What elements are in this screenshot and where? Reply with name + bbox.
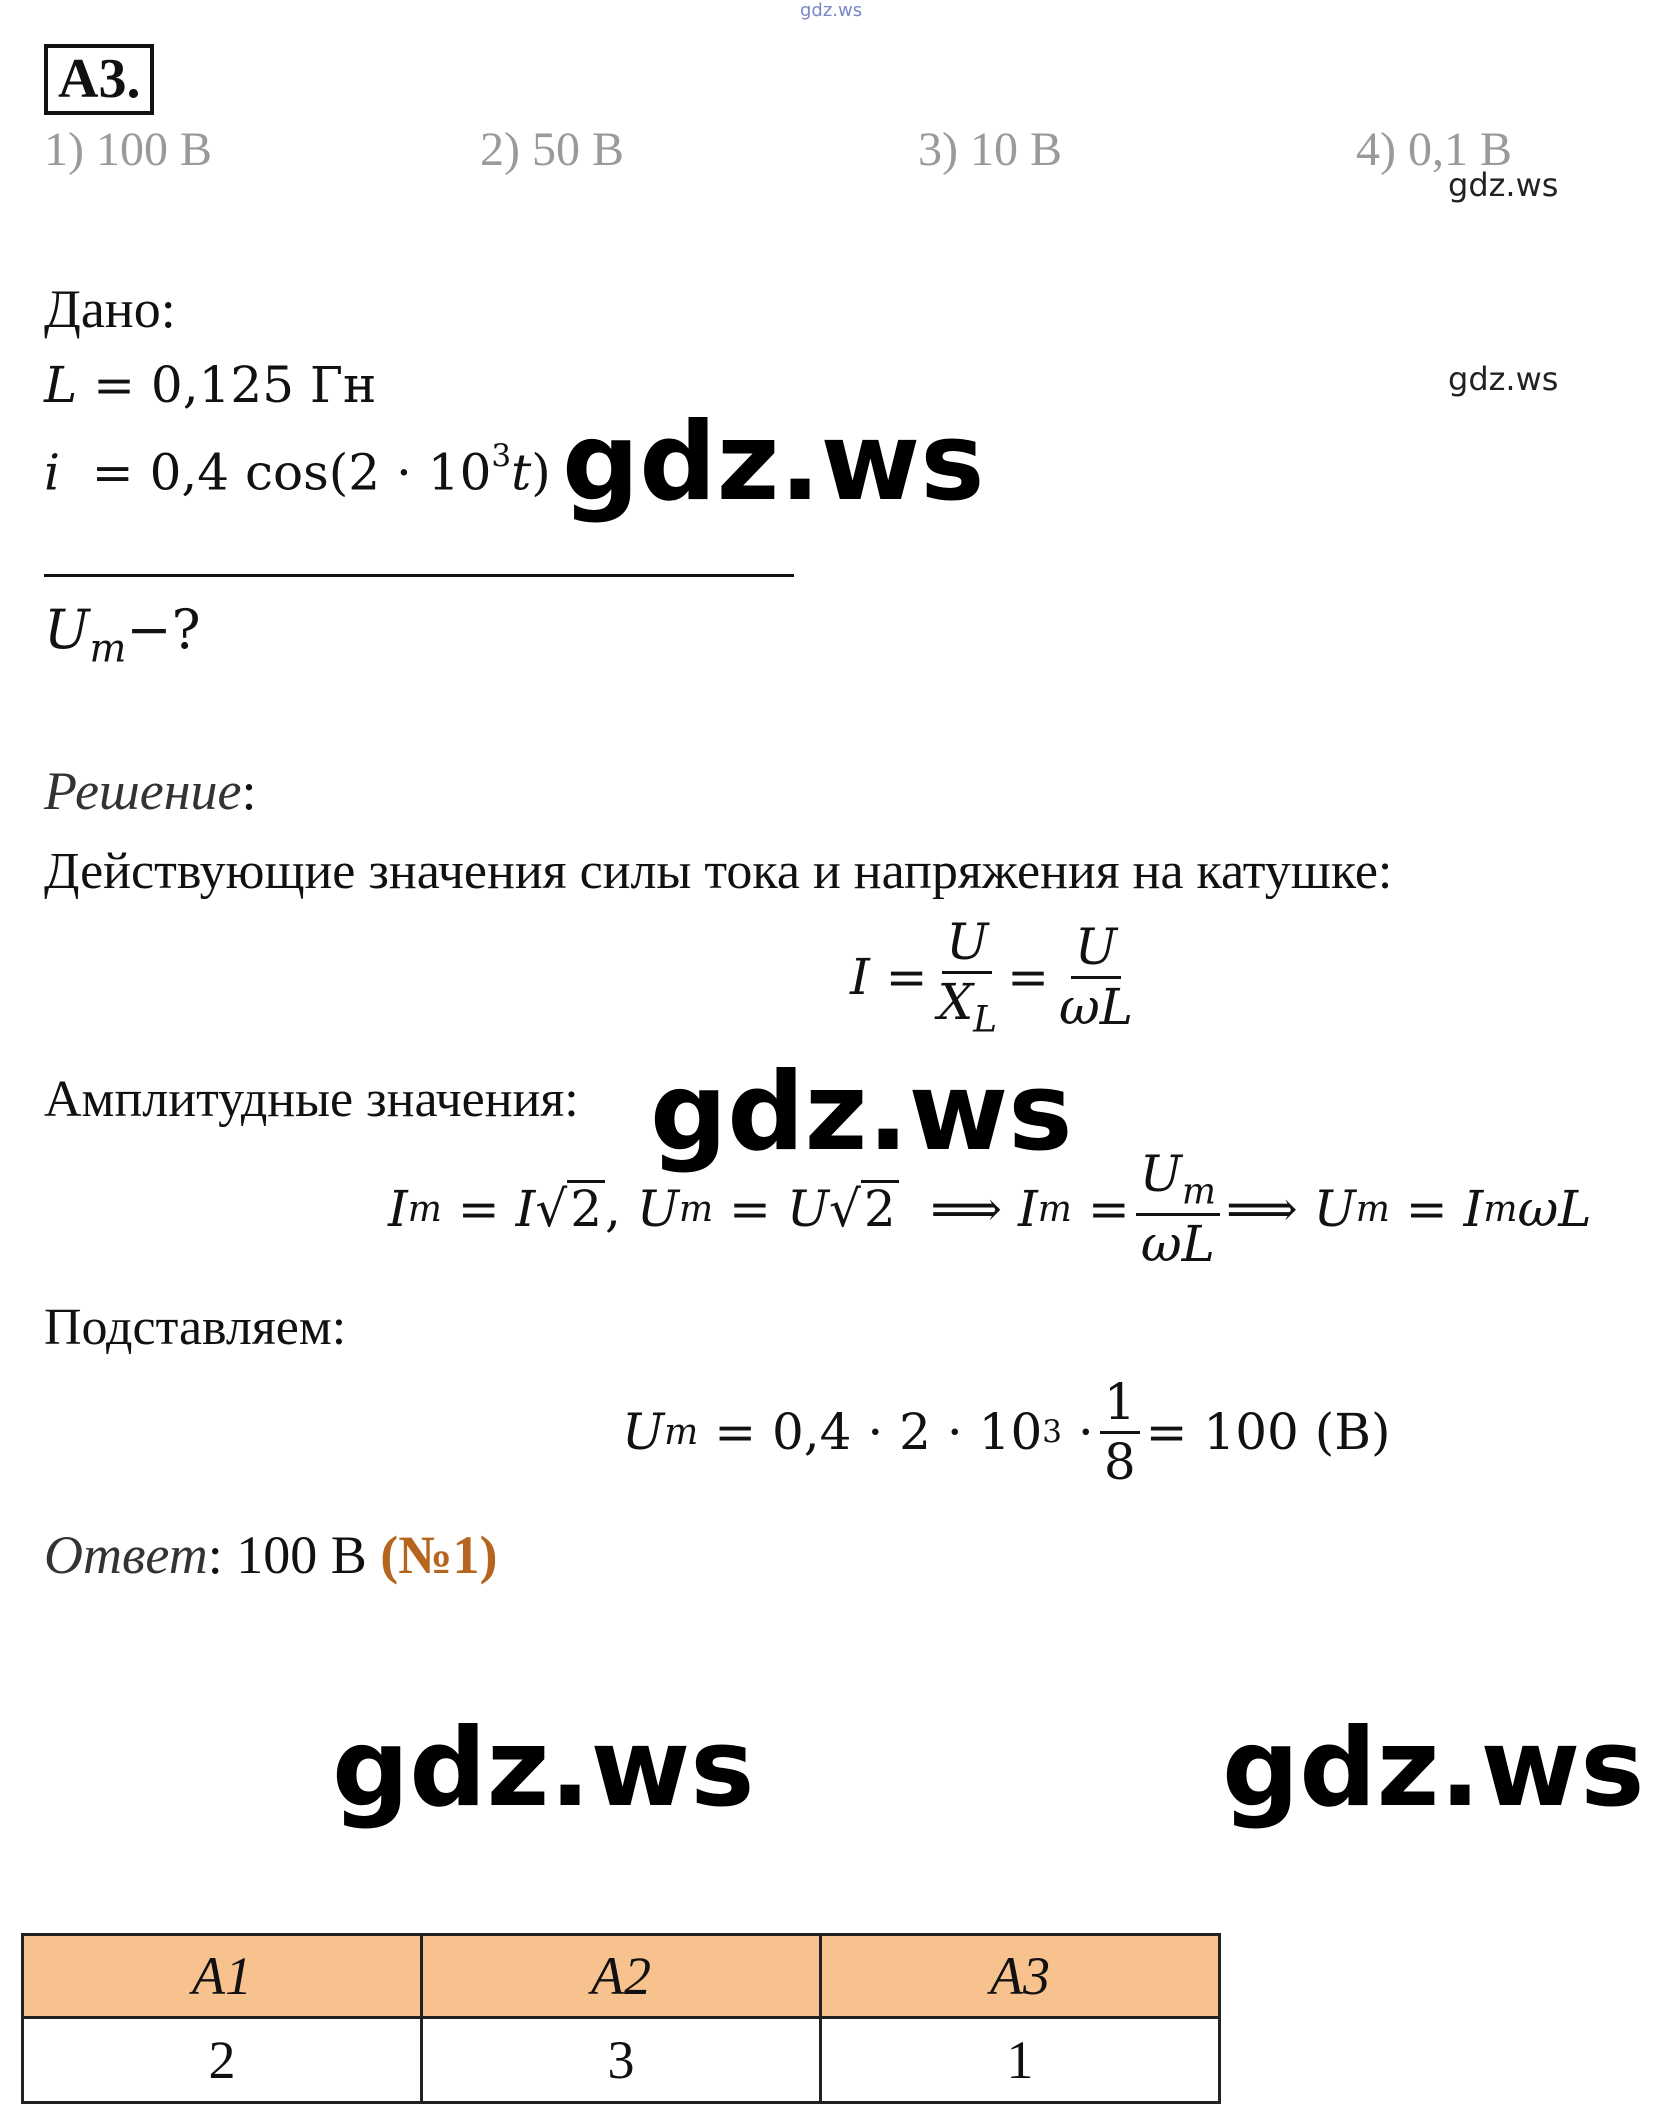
answer-ref: (№1)	[380, 1525, 498, 1585]
frac-num: 1	[1100, 1376, 1140, 1434]
frac-u-wl: $\frac{U}{\omega L}$	[1058, 918, 1133, 1036]
table-header-a1: А1	[23, 1935, 422, 2018]
watermark-small-2: gdz.ws	[1448, 360, 1559, 398]
given-L-value: = 0,125 Гн	[93, 356, 377, 414]
task-label: А3.	[44, 44, 154, 115]
frac-um-wl: $\frac{U_m}{\omega L}$	[1136, 1148, 1220, 1271]
calc-rhs: = 100 (В)	[1145, 1403, 1391, 1461]
given-i-coef: = 0,4 cos(2 · 10	[91, 443, 492, 502]
given-divider	[44, 574, 794, 577]
option-2: 2) 50 В	[480, 123, 624, 176]
calc-exp: 3	[1042, 1414, 1063, 1450]
table-cell-a1: 2	[23, 2018, 422, 2103]
answer-table-header	[23, 1935, 1220, 2018]
answer-value: : 100 В	[207, 1525, 381, 1585]
watermark-small-1: gdz.ws	[1448, 166, 1559, 204]
frac-u-xl: $\frac{U}{X_L}$	[937, 913, 998, 1041]
table-cell-a3: 1	[821, 2018, 1220, 2103]
watermark-large-4: gdz.ws	[1222, 1706, 1645, 1831]
answer-label: Ответ	[44, 1525, 208, 1585]
given-L: L = 0,125 Гн	[44, 356, 377, 414]
option-4: 4) 0,1 В	[1356, 123, 1512, 176]
answer-table-row	[23, 2018, 1220, 2103]
option-3: 3) 10 В	[918, 123, 1062, 176]
formula-amplitude: I m = I √2 , U m = U √2 ⟹ I m = $\frac{U_m}{\omega L}$ ⟹ U m = I m ωL	[388, 1145, 1592, 1274]
find-suffix: −?	[126, 598, 201, 661]
formula-effective: I = $\frac{U}{X_L}$ = $\frac{U}{\omega L}$	[850, 916, 1143, 1039]
formula-calc: U m = 0,4 · 2 · 10 3 · $\frac{1}{8}$ = 100 (В)	[622, 1373, 1391, 1491]
amplitude-label: Амплитудные значения:	[44, 1071, 579, 1128]
watermark-large-1: gdz.ws	[562, 400, 985, 525]
frac-one-eighth	[1100, 1373, 1140, 1491]
given-i: i = 0,4 $\cos(2 \cdot 10^3t)$	[44, 438, 551, 502]
solution-intro: Действующие значения силы тока и напряжения на катушке:	[44, 843, 1393, 900]
solution-title-text: Решение	[44, 761, 242, 821]
table-header-a3: А3	[821, 1935, 1220, 2018]
frac-den: 8	[1103, 1432, 1136, 1491]
find-unknown: $U_m-$?	[44, 598, 201, 672]
solution-title: Решение:	[44, 761, 257, 821]
watermark-large-3: gdz.ws	[332, 1706, 755, 1831]
substitute-label: Подставляем:	[44, 1299, 347, 1356]
given-title: Дано:	[44, 279, 176, 339]
watermark-large-2: gdz.ws	[650, 1050, 1073, 1175]
table-header-a2: А2	[422, 1935, 821, 2018]
answer-table	[21, 1933, 1221, 2104]
top-watermark: gdz.ws	[800, 0, 863, 21]
answer-line	[44, 1524, 497, 1586]
option-1: 1) 100 В	[44, 123, 212, 176]
given-i-exp: 3	[491, 438, 512, 474]
calc-lhs: = 0,4 · 2 · 10	[714, 1403, 1043, 1461]
table-cell-a2: 3	[422, 2018, 821, 2103]
